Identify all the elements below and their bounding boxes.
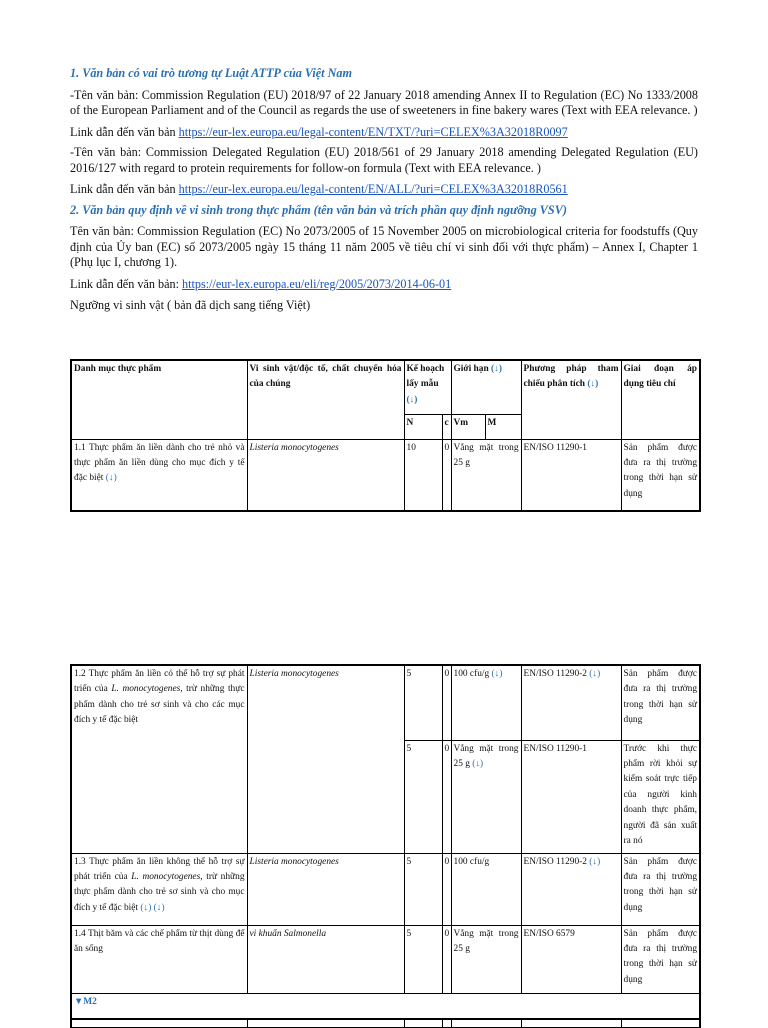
footnote-ref[interactable]: (↓) [491, 364, 502, 374]
row-food-category: 1.2 Thực phẩm ăn liền có thể hỗ trợ sự phát triển của L. monocytogenes, trừ những thực phẩm dành cho trẻ sơ sinh và cho các mục đích y tế đặc biệt [71, 665, 247, 853]
footnote-ref[interactable]: (↓) [153, 902, 165, 913]
regulation-1-title: -Tên văn bản: Commission Regulation (EU) 2018/97 of 22 January 2018 amending Annex II to Regulation (EC) No 1333/2008 of the European Parliament and of the Council as regards the use of sweeteners in fine bakery wares (Text with EEA relevance. ) [70, 87, 698, 117]
table-row [71, 853, 700, 925]
link-label: Link dẫn đến văn bản [70, 124, 176, 139]
row-microorganism: Listeria monocytogenes [247, 853, 404, 925]
row-c: 0 [442, 740, 451, 853]
table-row-partial [71, 1019, 700, 1027]
footnote-ref[interactable]: (↓) [589, 669, 601, 679]
footnote-ref[interactable]: (↓) [140, 902, 152, 913]
footnote-ref[interactable]: (↓) [105, 473, 117, 484]
row-microorganism: vi khuẩn Salmonella [247, 925, 404, 993]
header-vm: Vm [451, 414, 485, 439]
row-n: 5 [404, 740, 442, 853]
row-method: EN/ISO 11290-2 (↓) [521, 853, 621, 925]
row-stage: Sản phẩm được đưa ra thị trường trong thời hạn sử dụng [621, 665, 700, 740]
table-row [71, 665, 700, 740]
row-method: EN/ISO 11290-2 (↓) [521, 665, 621, 740]
row-c: 0 [442, 925, 451, 993]
row-stage: Sản phẩm được đưa ra thị trường trong thời hạn sử dụng [621, 853, 700, 925]
link-label: Link dẫn đến văn bản: [70, 276, 179, 291]
header-n: N [404, 414, 442, 439]
criteria-table-part-1 [70, 359, 701, 512]
row-method: EN/ISO 11290-1 [521, 439, 621, 511]
row-method: EN/ISO 6579 [521, 925, 621, 993]
row-food-category: 1.3 Thực phẩm ăn liền không thể hỗ trợ sự phát triển của L. monocytogenes, trừ những thực phẩm dành cho trẻ sơ sinh và cho mục đích y tế đặc biệt (↓) (↓) [71, 853, 247, 925]
row-limit: Vắng mặt trong 25 g (↓) [451, 740, 521, 853]
row-c: 0 [442, 853, 451, 925]
row-limit: Vắng mặt trong 25 g [451, 925, 521, 993]
table-row [71, 925, 700, 993]
row-c: 0 [442, 439, 451, 511]
document-title: Tên văn bản: Commission Regulation (EC) No 2073/2005 of 15 November 2005 on microbiological criteria for foodstuffs (Quy định của Ủy ban (EC) số 2073/2005 ngày 15 tháng 11 năm 2005 về tiêu chí vi sinh đối với thực phẩm) – Annex I, Chapter 1 (Phụ lục I, chương 1). [70, 224, 698, 269]
footnote-ref[interactable]: (↓) [491, 669, 503, 679]
link-label: Link dẫn đến văn bản [70, 182, 176, 196]
row-limit: 100 cfu/g [451, 853, 521, 925]
row-c: 0 [442, 665, 451, 740]
threshold-title: Ngưỡng vi sinh vật ( bản đã dịch sang tiếng Việt) [70, 298, 311, 312]
footnote-ref[interactable]: (↓) [587, 379, 599, 390]
header-m: M [485, 414, 521, 439]
row-stage: Sản phẩm được đưa ra thị trường trong thời hạn sử dụng [621, 925, 700, 993]
row-stage: Sản phẩm được đưa ra thị trường trong thời hạn sử dụng [621, 439, 700, 511]
row-n: 10 [404, 439, 442, 511]
row-limit: 100 cfu/g (↓) [451, 665, 521, 740]
row-microorganism: Listeria monocytogenes [247, 439, 404, 511]
regulation-2-link-line [70, 182, 698, 198]
row-food-category: 1.1 Thực phẩm ăn liền dành cho trẻ nhỏ và thực phẩm ăn liền dùng cho mục đích y tế đặc biệt (↓) [71, 439, 247, 511]
regulation-1-link-line [70, 125, 698, 141]
row-n: 5 [404, 925, 442, 993]
section1-heading: 1. Văn bản có vai trò tương tự Luật ATTP của Việt Nam [70, 66, 352, 80]
document-link[interactable]: https://eur-lex.europa.eu/eli/reg/2005/2073/2014-06-01 [182, 276, 452, 291]
row-limit: Vắng mặt trong 25 g [451, 439, 521, 511]
document-body [70, 66, 698, 314]
row-microorganism: Listeria monocytogenes [247, 665, 404, 853]
m2-marker-cell [71, 993, 700, 1019]
header-sampling-plan: Kế hoạch lấy mẫu (↓) [404, 360, 451, 414]
row-method: EN/ISO 11290-1 [521, 740, 621, 853]
header-food-category: Danh mục thực phẩm [71, 360, 247, 439]
row-n: 5 [404, 853, 442, 925]
footnote-ref[interactable]: (↓) [406, 394, 418, 405]
footnote-ref[interactable]: (↓) [472, 758, 484, 769]
header-limits: Giới hạn (↓) [451, 360, 521, 414]
row-food-category: 1.4 Thịt băm và các chế phẩm từ thịt dùng để ăn sống [71, 925, 247, 993]
section2-heading: 2. Văn bản quy định về vi sinh trong thực phẩm (tên văn bản và trích phần quy định ngưỡng VSV) [70, 202, 567, 217]
header-c: c [442, 414, 451, 439]
m2-marker[interactable]: ▼M2 [74, 996, 97, 1007]
amendment-row [71, 993, 700, 1019]
table-row [71, 439, 700, 511]
document-link-line [70, 277, 698, 293]
row-stage: Trước khi thực phẩm rời khỏi sự kiểm soát trực tiếp của người kinh doanh thực phẩm, người đã sản xuất ra nó [621, 740, 700, 853]
regulation-2-title: -Tên văn bản: Commission Delegated Regulation (EU) 2018/561 of 29 January 2018 amending Delegated Regulation (EU) 2016/127 with regard to protein requirements for follow-on formula (Text with EEA relevance. ) [70, 145, 698, 175]
criteria-table-part-2 [70, 664, 701, 1028]
header-method: Phương pháp tham chiếu phân tích (↓) [521, 360, 621, 439]
footnote-ref[interactable]: (↓) [589, 856, 601, 867]
regulation-2-link[interactable]: https://eur-lex.europa.eu/legal-content/EN/ALL/?uri=CELEX%3A32018R0561 [178, 182, 568, 196]
regulation-1-link[interactable]: https://eur-lex.europa.eu/legal-content/EN/TXT/?uri=CELEX%3A32018R0097 [178, 124, 568, 139]
header-stage: Giai đoạn áp dụng tiêu chí [621, 360, 700, 439]
row-n: 5 [404, 665, 442, 740]
header-microorganism: Vi sinh vật/độc tố, chất chuyển hóa của chúng [247, 360, 404, 439]
